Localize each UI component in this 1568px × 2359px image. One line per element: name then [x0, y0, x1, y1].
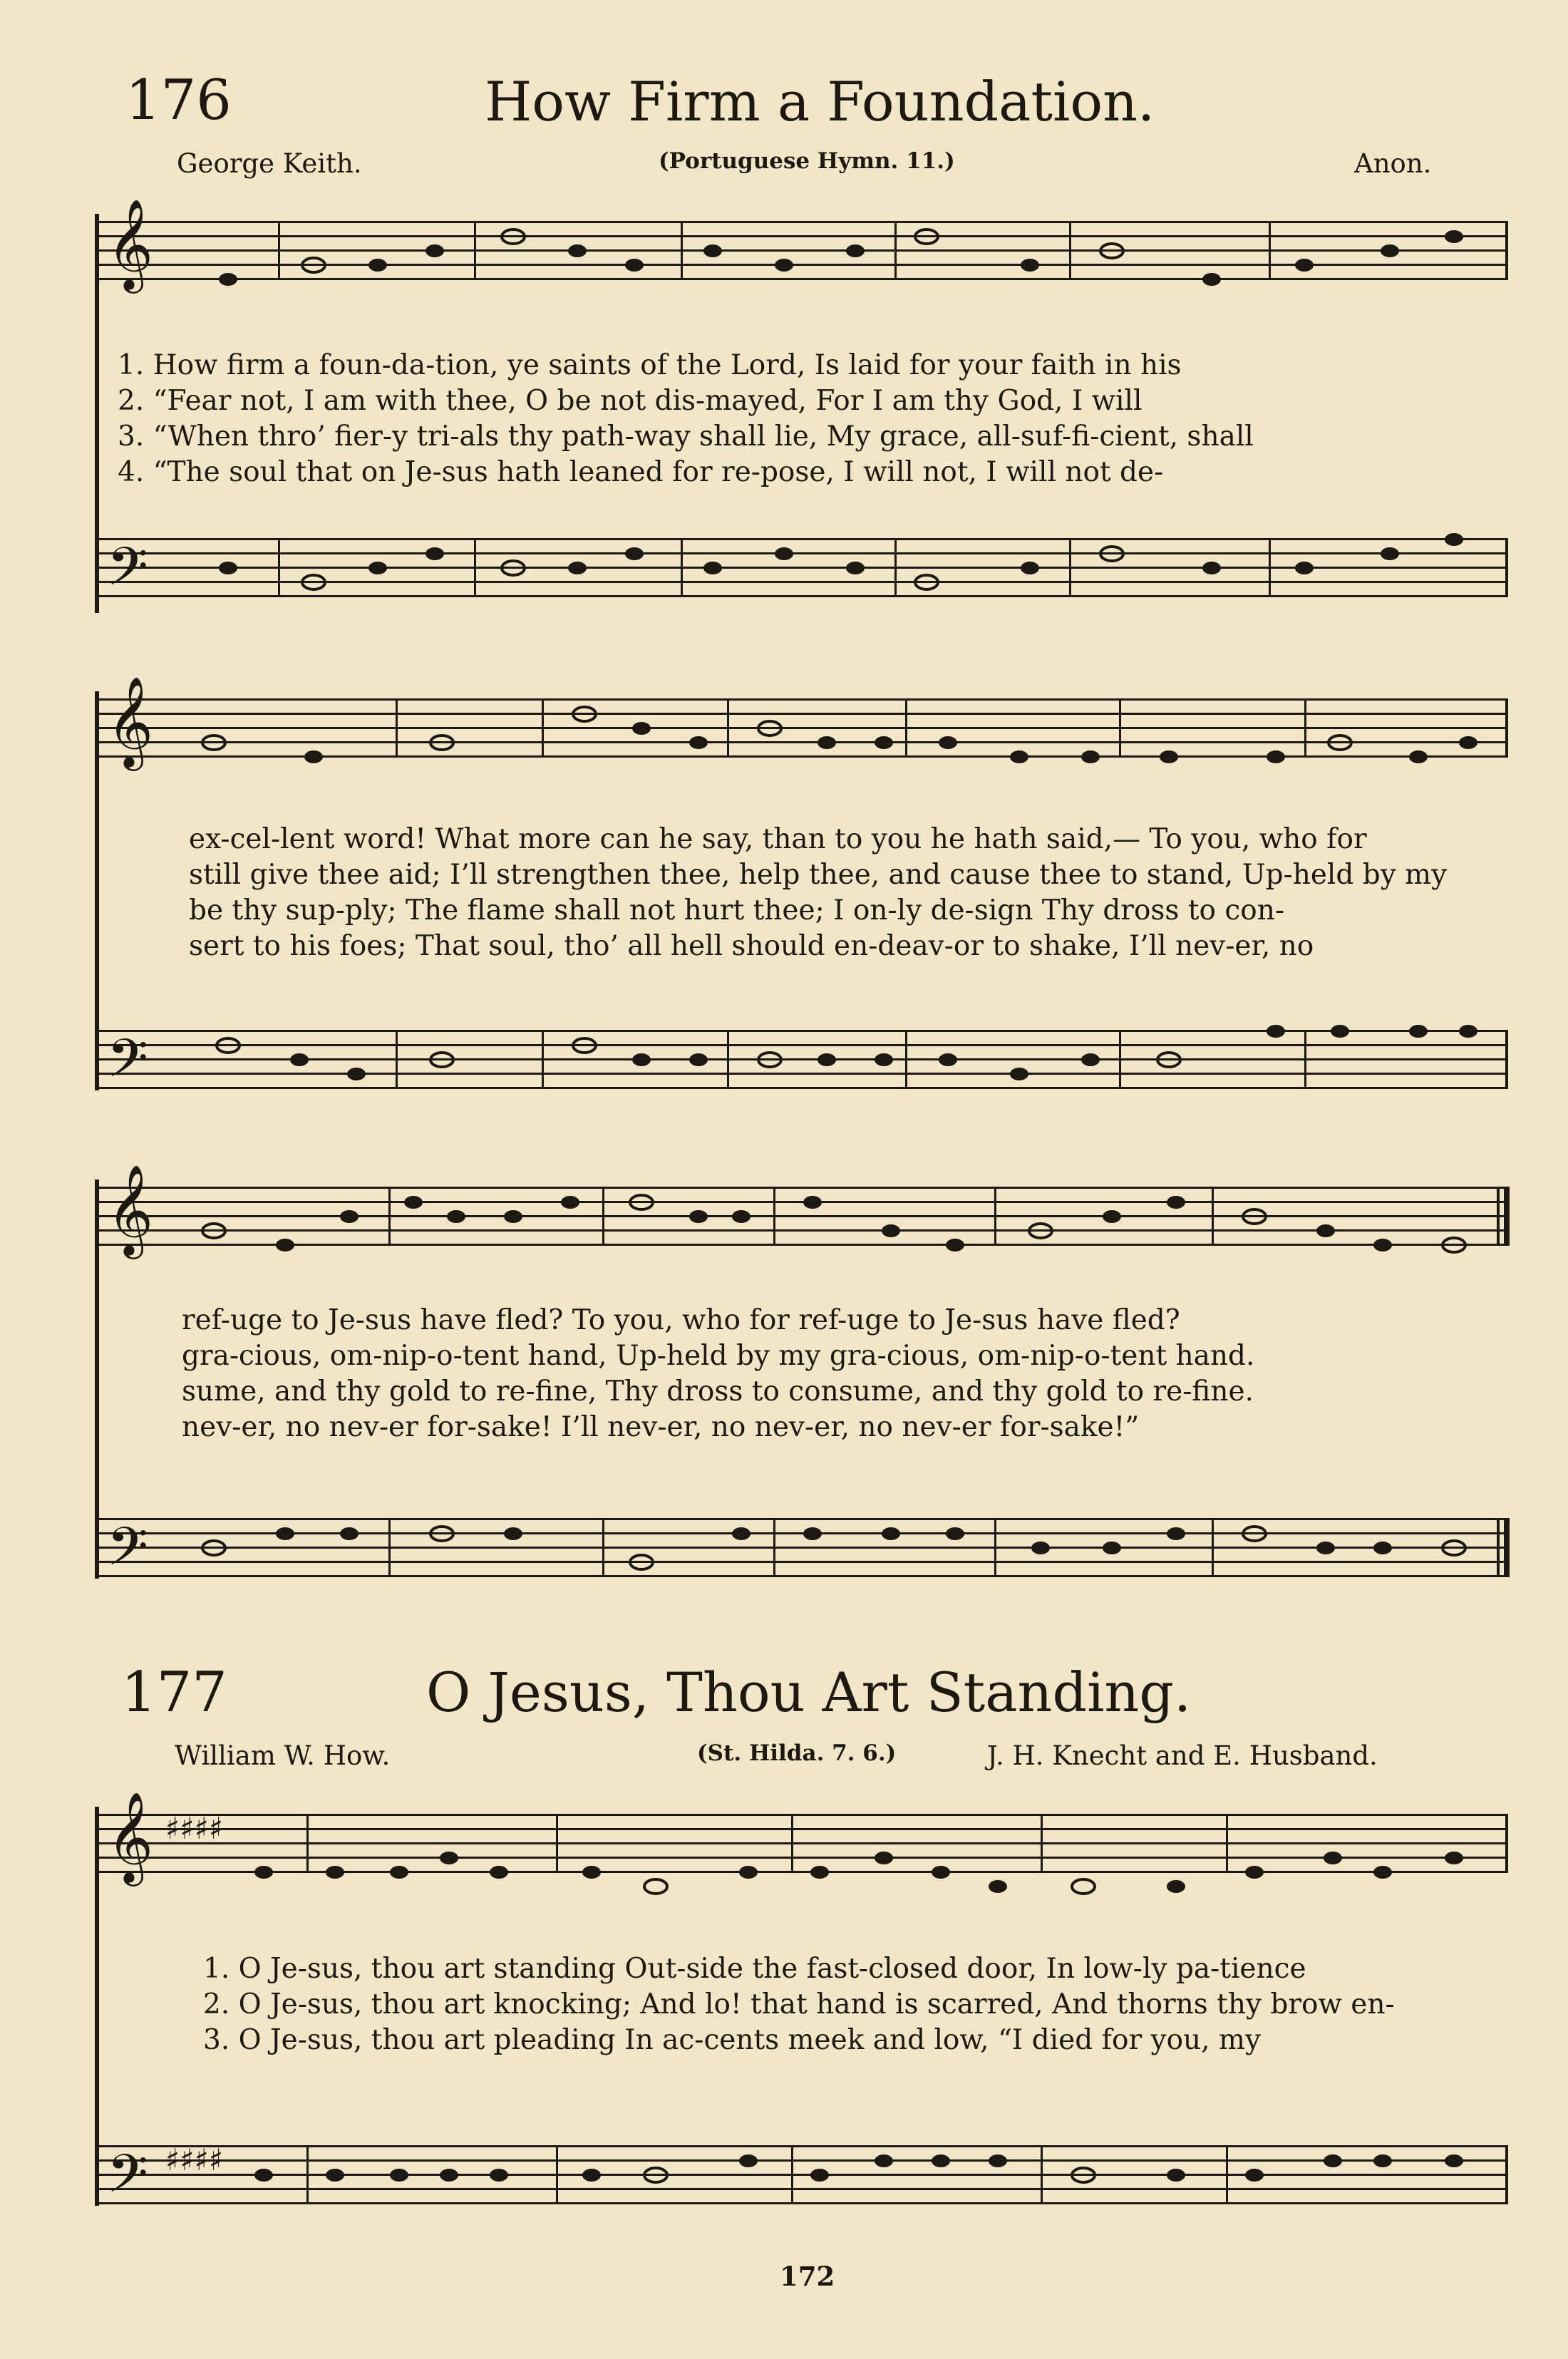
hymn-177-tune: (St. Hilda. 7. 6.) — [697, 1740, 897, 1766]
lyric-line: gra-cious, om-nip-o-tent hand, Up-held by my gra-cious, om-nip-o-tent hand. — [182, 1340, 1255, 1372]
hymn-176-number: 176 — [125, 68, 232, 133]
svg-text:♯♯♯♯: ♯♯♯♯ — [165, 1811, 224, 1846]
svg-text:♯♯♯♯: ♯♯♯♯ — [165, 2142, 224, 2177]
svg-text:𝄢: 𝄢 — [107, 536, 148, 611]
svg-text:𝄞: 𝄞 — [107, 676, 154, 767]
lyric-line: still give thee aid; I’ll strengthen thee, help thee, and cause thee to stand, Up-held by my — [189, 859, 1448, 891]
hymn-177-composer: J. H. Knecht and E. Husband. — [987, 1740, 1378, 1771]
hymn-176-title: How Firm a Foundation. — [485, 70, 1155, 133]
hymn-177-author: William W. How. — [175, 1740, 391, 1771]
page-number: 172 — [780, 2261, 835, 2292]
lyric-line: 3. “When thro’ fier-y tri-als thy path-way shall lie, My grace, all-suf-fi-cient, shall — [118, 420, 1254, 453]
svg-text:𝄞: 𝄞 — [107, 1164, 154, 1255]
hymn-177-number: 177 — [121, 1661, 227, 1725]
hymn-177-title: O Jesus, Thou Art Standing. — [426, 1661, 1192, 1724]
lyric-line: ex-cel-lent word! What more can he say, than to you he hath said,— To you, who for — [189, 823, 1367, 855]
lyric-line: 4. “The soul that on Je-sus hath leaned for re-pose, I will not, I will not de- — [118, 456, 1164, 488]
lyric-line: be thy sup-ply; The flame shall not hurt thee; I on-ly de-sign Thy dross to con- — [189, 894, 1285, 926]
hymn-176-composer: Anon. — [1354, 148, 1432, 179]
lyric-line: 2. O Je-sus, thou art knocking; And lo! that hand is scarred, And thorns thy brow en- — [203, 1988, 1395, 2020]
lyric-line: 3. O Je-sus, thou art pleading In ac-cents meek and low, “I died for you, my — [203, 2024, 1261, 2056]
svg-text:𝄞: 𝄞 — [107, 1791, 154, 1882]
lyric-line: 1. How firm a foun-da-tion, ye saints of the Lord, Is laid for your faith in his — [118, 349, 1182, 381]
svg-text:𝄞: 𝄞 — [107, 198, 154, 289]
svg-text:𝄢: 𝄢 — [107, 1028, 148, 1103]
lyric-line: 1. O Je-sus, thou art standing Out-side the fast-closed door, In low-ly pa-tience — [203, 1953, 1306, 1985]
svg-text:𝄢: 𝄢 — [107, 2143, 148, 2218]
svg-text:𝄢: 𝄢 — [107, 1516, 148, 1591]
lyric-line: nev-er, no nev-er for-sake! I’ll nev-er, no nev-er, no nev-er for-sake!” — [182, 1411, 1140, 1443]
hymn-176-tune: (Portuguese Hymn. 11.) — [659, 148, 955, 174]
lyric-line: sume, and thy gold to re-fine, Thy dross to consume, and thy gold to re-fine. — [182, 1375, 1254, 1408]
hymn-176-author: George Keith. — [177, 148, 362, 179]
lyric-line: 2. “Fear not, I am with thee, O be not dis-mayed, For I am thy God, I will — [118, 385, 1143, 417]
lyric-line: sert to his foes; That soul, tho’ all hell should en-deav-or to shake, I’ll nev-er, no — [189, 930, 1314, 962]
lyric-line: ref-uge to Je-sus have fled? To you, who for ref-uge to Je-sus have fled? — [182, 1304, 1180, 1336]
